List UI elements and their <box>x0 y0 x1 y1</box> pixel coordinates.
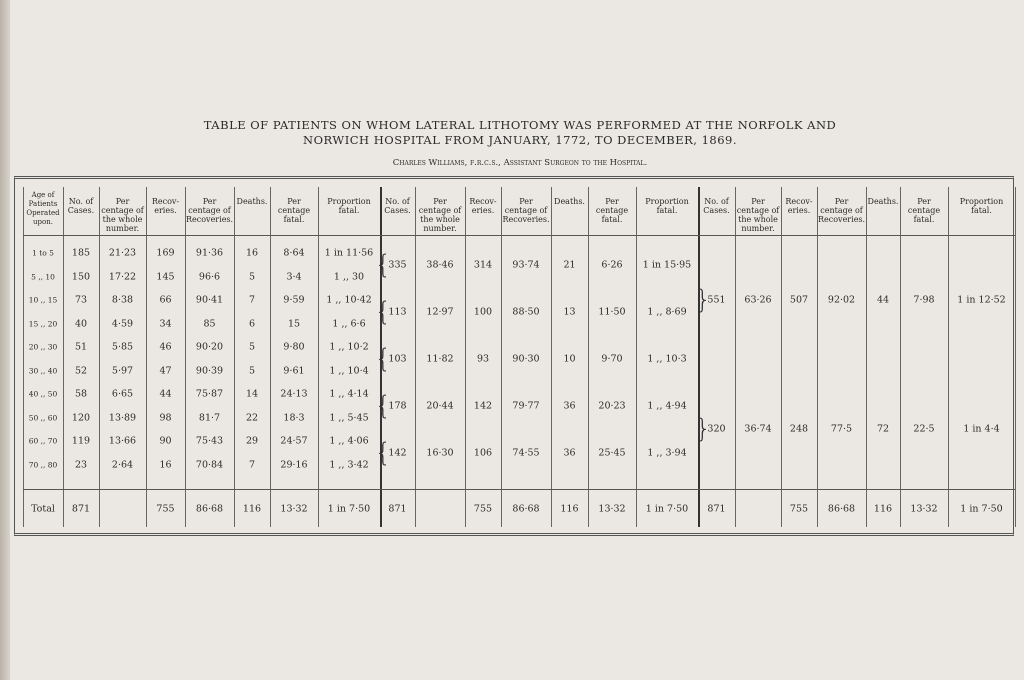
group1-pct_fatal: 11·50 <box>598 306 626 318</box>
group2-prop: 1 in 12·52 <box>957 294 1006 306</box>
total-pct_fatal: 13·32 <box>280 503 308 515</box>
total-pct_recov: 86·68 <box>195 503 224 515</box>
group1-deaths: 13 <box>563 306 576 318</box>
group1-pct_recov: 79·77 <box>512 400 540 412</box>
column-header: Recov- eries. <box>151 197 180 215</box>
row-cases: 73 <box>74 294 88 306</box>
row-recov: 44 <box>159 388 172 400</box>
row-pct_recov: 81·7 <box>198 412 221 423</box>
group1-prop: 1 in 15·95 <box>642 259 692 271</box>
total-pct_recov: 86·68 <box>827 503 856 515</box>
column-header: Age of Patients Operated upon. <box>26 191 60 226</box>
group2-deaths: 72 <box>876 423 890 435</box>
row-deaths: 7 <box>248 294 256 306</box>
column-header: Per centage of the whole number. <box>736 197 780 233</box>
group2-pct: 36·74 <box>744 423 772 435</box>
column-rule <box>551 187 552 527</box>
column-rule <box>270 187 271 527</box>
brace-icon: } <box>694 414 712 445</box>
column-header: Deaths. <box>236 197 268 206</box>
column-rule <box>588 187 589 527</box>
book-binding-edge <box>0 0 10 680</box>
total-deaths: 116 <box>560 503 579 515</box>
column-rule <box>866 187 867 527</box>
group1-cases: 103 <box>388 353 407 365</box>
title-line-2: NORWICH HOSPITAL FROM JANUARY, 1772, TO DECEMBER, 1869. <box>303 133 737 147</box>
row-pct: 6·65 <box>111 388 134 400</box>
column-rule <box>636 187 637 527</box>
row-recov: 145 <box>156 271 175 282</box>
group1-deaths: 21 <box>563 259 576 271</box>
row-pct_fatal: 9·80 <box>283 341 305 353</box>
row-prop: 1 ,, 5·45 <box>329 412 369 423</box>
age-group-label: 1 to 5 <box>32 248 54 258</box>
row-cases: 40 <box>74 318 88 329</box>
column-header: Recov- eries. <box>785 197 813 215</box>
group2-pct: 63·26 <box>744 294 772 306</box>
group1-prop: 1 ,, 3·94 <box>647 447 687 459</box>
age-group-label: 50 ,, 60 <box>28 413 58 422</box>
row-cases: 58 <box>74 388 88 400</box>
row-prop: 1 in 11·56 <box>324 247 374 259</box>
total-recov: 755 <box>156 503 175 515</box>
row-pct_recov: 70·84 <box>195 459 224 470</box>
row-cases: 185 <box>71 247 91 259</box>
group2-pct_recov: 77·5 <box>830 423 853 435</box>
row-pct: 8·38 <box>111 294 134 306</box>
brace-icon: { <box>374 390 392 421</box>
row-pct_fatal: 8·64 <box>283 247 305 259</box>
total-cases: 871 <box>707 503 726 515</box>
row-pct_recov: 90·20 <box>195 341 224 353</box>
age-group-label: 60 ,, 70 <box>28 436 58 446</box>
group1-pct_recov: 74·55 <box>512 447 540 459</box>
total-pct_fatal: 13·32 <box>598 503 626 515</box>
total-deaths: 116 <box>242 503 262 515</box>
age-group-label: 20 ,, 30 <box>28 342 58 352</box>
row-pct: 17·22 <box>108 271 137 282</box>
row-pct: 13·89 <box>108 412 137 423</box>
row-pct: 13·66 <box>108 435 137 447</box>
row-recov: 34 <box>159 318 172 329</box>
row-pct: 21·23 <box>108 247 137 259</box>
row-recov: 46 <box>159 341 172 353</box>
column-header: Deaths. <box>554 197 585 206</box>
row-pct_fatal: 9·59 <box>283 294 305 306</box>
row-cases: 51 <box>74 341 88 353</box>
group1-deaths: 10 <box>563 353 576 365</box>
group1-recov: 106 <box>473 447 493 459</box>
group2-pct_fatal: 22·5 <box>913 423 935 435</box>
row-recov: 66 <box>159 294 172 306</box>
column-rule <box>415 187 416 527</box>
age-group-label: 15 ,, 20 <box>28 319 58 328</box>
total-label: Total <box>31 503 55 515</box>
brace-icon: } <box>694 285 712 315</box>
row-recov: 90 <box>159 435 172 447</box>
row-deaths: 5 <box>248 341 256 353</box>
row-recov: 47 <box>159 365 172 376</box>
column-rule <box>318 187 319 527</box>
row-pct: 5·97 <box>111 365 134 376</box>
row-prop: 1 ,, 10·4 <box>329 365 369 376</box>
age-group-label: 70 ,, 80 <box>28 460 58 469</box>
row-deaths: 16 <box>245 247 259 259</box>
row-pct_fatal: 3·4 <box>286 271 302 282</box>
column-header: Per centage of the whole number. <box>418 197 462 233</box>
column-header: No. of Cases. <box>703 197 730 215</box>
total-cases: 871 <box>71 503 91 515</box>
group2-pct_recov: 92·02 <box>827 294 856 306</box>
column-rule <box>63 187 64 527</box>
row-pct: 5·85 <box>111 341 134 353</box>
group1-cases: 178 <box>388 400 407 412</box>
column-header: Proportion fatal. <box>327 197 371 215</box>
group1-pct: 16·30 <box>426 447 454 459</box>
column-header: Per centage of the whole number. <box>101 197 144 233</box>
group1-recov: 142 <box>473 400 493 412</box>
column-rule <box>698 187 700 527</box>
group1-pct_fatal: 6·26 <box>601 259 623 271</box>
brace-icon: { <box>374 249 392 280</box>
group1-pct_recov: 93·74 <box>512 259 540 271</box>
row-pct_recov: 85 <box>203 318 216 329</box>
total-recov: 755 <box>473 503 493 515</box>
group1-recov: 314 <box>473 259 493 271</box>
column-rule <box>234 187 235 527</box>
row-cases: 52 <box>74 365 88 376</box>
column-rule <box>948 187 949 527</box>
column-rule <box>23 187 24 527</box>
column-rule <box>501 187 502 527</box>
column-rule <box>1015 187 1016 527</box>
row-pct_recov: 91·36 <box>195 247 224 259</box>
brace-icon: { <box>374 296 392 327</box>
row-cases: 119 <box>71 435 91 447</box>
age-group-label: 10 ,, 15 <box>28 295 58 305</box>
group1-prop: 1 ,, 8·69 <box>647 306 687 318</box>
row-pct_fatal: 24·57 <box>280 435 308 447</box>
column-rule <box>900 187 901 527</box>
column-header: No. of Cases. <box>67 197 95 215</box>
group1-deaths: 36 <box>563 400 576 412</box>
group1-pct_fatal: 9·70 <box>601 353 623 365</box>
column-header: Per centage fatal. <box>277 197 311 224</box>
row-pct: 4·59 <box>111 318 134 329</box>
row-deaths: 29 <box>245 435 259 447</box>
group1-prop: 1 ,, 4·94 <box>647 400 687 412</box>
group2-deaths: 44 <box>876 294 890 306</box>
row-recov: 98 <box>159 412 172 423</box>
row-prop: 1 ,, 6·6 <box>332 318 366 329</box>
table-grid <box>23 187 1015 527</box>
row-pct_fatal: 29·16 <box>280 459 308 470</box>
total-pct_fatal: 13·32 <box>910 503 938 515</box>
row-pct_recov: 75·43 <box>195 435 224 447</box>
group1-prop: 1 ,, 10·3 <box>647 353 687 365</box>
row-prop: 1 ,, 4·06 <box>329 435 369 447</box>
group1-pct: 12·97 <box>426 306 454 318</box>
column-rule <box>781 187 782 527</box>
group1-cases: 113 <box>388 306 407 318</box>
row-rule <box>23 489 1015 490</box>
row-pct_recov: 90·39 <box>195 365 224 376</box>
group2-recov: 248 <box>789 423 809 435</box>
group1-pct: 20·44 <box>426 400 454 412</box>
group1-pct: 38·46 <box>426 259 454 271</box>
column-header: Proportion fatal. <box>959 197 1004 215</box>
column-header: Per centage fatal. <box>595 197 629 224</box>
row-prop: 1 ,, 10·2 <box>329 341 369 353</box>
row-rule <box>23 235 1015 236</box>
group1-pct_fatal: 20·23 <box>598 400 626 412</box>
group1-pct_recov: 90·30 <box>512 353 540 365</box>
row-recov: 16 <box>159 459 172 470</box>
total-cases: 871 <box>388 503 407 515</box>
author-name: Charles Williams <box>392 158 465 168</box>
column-header: No. of Cases. <box>384 197 411 215</box>
total-prop: 1 in 7·50 <box>645 503 689 515</box>
author-credentials: , f.r.c.s., Assistant Surgeon to the Hospital. <box>464 158 648 168</box>
row-pct_recov: 90·41 <box>195 294 224 306</box>
column-header: Recov- eries. <box>469 197 497 215</box>
total-prop: 1 in 7·50 <box>960 503 1003 515</box>
column-rule <box>817 187 818 527</box>
group2-cases: 551 <box>707 294 726 306</box>
row-deaths: 7 <box>248 459 256 470</box>
brace-icon: { <box>374 437 392 468</box>
row-pct_recov: 96·6 <box>198 271 221 282</box>
group2-recov: 507 <box>789 294 809 306</box>
row-deaths: 14 <box>245 388 259 400</box>
total-deaths: 116 <box>873 503 893 515</box>
column-header: Per centage of Recoveries. <box>502 197 550 224</box>
group1-pct_recov: 88·50 <box>512 306 540 318</box>
row-pct_recov: 75·87 <box>195 388 224 400</box>
row-cases: 23 <box>74 459 88 470</box>
column-header: Per centage fatal. <box>907 197 941 224</box>
row-deaths: 6 <box>248 318 256 329</box>
row-pct_fatal: 15 <box>287 318 301 329</box>
row-recov: 169 <box>156 247 175 259</box>
group1-cases: 142 <box>388 447 407 459</box>
row-pct_fatal: 9·61 <box>283 365 305 376</box>
author-line <box>220 158 820 168</box>
lithotomy-table <box>14 176 1014 536</box>
column-header: Per centage of Recoveries. <box>186 197 234 224</box>
table-title <box>120 118 920 148</box>
row-prop: 1 ,, 3·42 <box>329 459 369 470</box>
group1-pct: 11·82 <box>426 353 454 365</box>
age-group-label: 30 ,, 40 <box>28 366 58 375</box>
total-pct_recov: 86·68 <box>512 503 540 515</box>
row-prop: 1 ,, 30 <box>333 271 365 282</box>
total-prop: 1 in 7·50 <box>327 503 371 515</box>
column-header: Deaths. <box>867 197 899 206</box>
group1-recov: 100 <box>473 306 493 318</box>
column-rule <box>99 187 100 527</box>
row-deaths: 5 <box>248 365 256 376</box>
column-rule <box>146 187 147 527</box>
group1-recov: 93 <box>476 353 490 365</box>
row-prop: 1 ,, 10·42 <box>326 294 372 306</box>
title-line-1: TABLE OF PATIENTS ON WHOM LATERAL LITHOTOMY WAS PERFORMED AT THE NORFOLK AND <box>203 118 837 132</box>
brace-icon: { <box>374 343 392 374</box>
group2-cases: 320 <box>707 423 726 435</box>
row-deaths: 22 <box>245 412 259 423</box>
column-rule <box>735 187 736 527</box>
column-header: Proportion fatal. <box>645 197 689 215</box>
total-recov: 755 <box>789 503 809 515</box>
group2-prop: 1 in 4·4 <box>963 423 1000 435</box>
age-group-label: 5 ,, 10 <box>31 272 55 281</box>
row-pct: 2·64 <box>111 459 134 470</box>
group1-deaths: 36 <box>563 447 576 459</box>
group1-cases: 335 <box>388 259 407 271</box>
column-rule <box>185 187 186 527</box>
row-pct_fatal: 18·3 <box>283 412 305 423</box>
group1-pct_fatal: 25·45 <box>598 447 626 459</box>
column-rule <box>465 187 466 527</box>
row-prop: 1 ,, 4·14 <box>329 388 369 400</box>
row-deaths: 5 <box>248 271 256 282</box>
group2-pct_fatal: 7·98 <box>913 294 935 306</box>
column-header: Per centage of Recoveries. <box>818 197 866 224</box>
row-cases: 120 <box>71 412 91 423</box>
row-pct_fatal: 24·13 <box>280 388 308 400</box>
row-cases: 150 <box>71 271 91 282</box>
age-group-label: 40 ,, 50 <box>28 389 58 399</box>
